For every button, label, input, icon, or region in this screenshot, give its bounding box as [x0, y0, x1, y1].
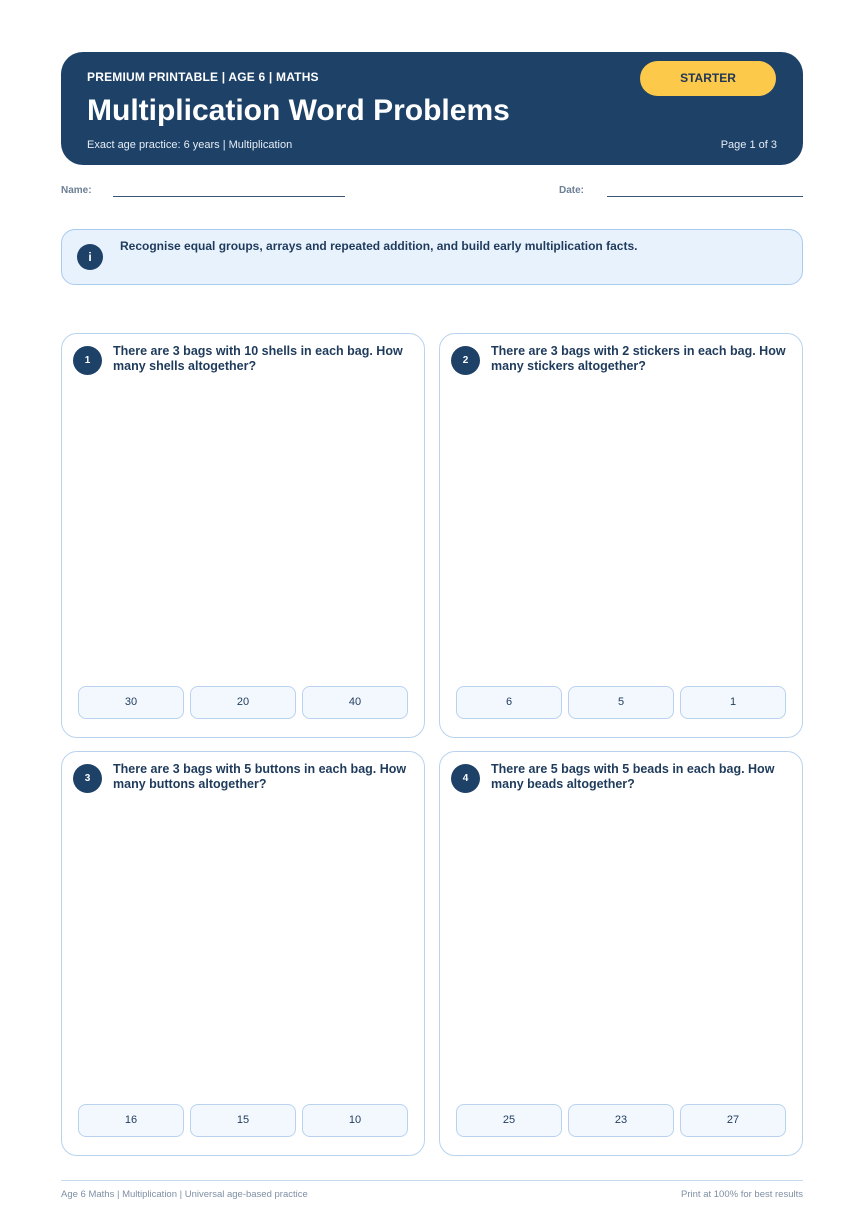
answer-option[interactable]: 25	[456, 1104, 562, 1137]
question-number-badge: 1	[73, 346, 102, 375]
level-badge: STARTER	[640, 61, 776, 96]
question-card-4	[439, 751, 803, 1156]
answer-option[interactable]: 23	[568, 1104, 674, 1137]
answer-option[interactable]: 15	[190, 1104, 296, 1137]
date-label: Date:	[559, 185, 585, 196]
info-icon: i	[77, 244, 103, 270]
question-text: There are 5 bags with 5 beads in each bag. How many beads altogether?	[491, 762, 775, 791]
worksheet-header	[61, 52, 803, 165]
footer-right-text: Print at 100% for best results	[681, 1189, 803, 1200]
answer-option[interactable]: 1	[680, 686, 786, 719]
answer-option[interactable]: 16	[78, 1104, 184, 1137]
page-title: Multiplication Word Problems	[87, 94, 510, 127]
footer-divider	[61, 1180, 803, 1181]
answer-option[interactable]: 20	[190, 686, 296, 719]
answer-option[interactable]: 6	[456, 686, 562, 719]
question-text: There are 3 bags with 2 stickers in each bag. How many stickers altogether?	[491, 344, 786, 373]
learning-objective-text: Recognise equal groups, arrays and repeated addition, and build early multiplication facts.	[120, 239, 638, 253]
header-subtitle: Exact age practice: 6 years | Multiplication	[87, 139, 293, 151]
answer-option[interactable]: 30	[78, 686, 184, 719]
answer-option[interactable]: 5	[568, 686, 674, 719]
header-eyebrow: PREMIUM PRINTABLE | AGE 6 | MATHS	[87, 70, 319, 84]
question-card-1	[61, 333, 425, 738]
question-number-badge: 4	[451, 764, 480, 793]
question-number-badge: 3	[73, 764, 102, 793]
name-field[interactable]	[113, 196, 345, 197]
answer-option[interactable]: 27	[680, 1104, 786, 1137]
answer-option[interactable]: 40	[302, 686, 408, 719]
question-card-2	[439, 333, 803, 738]
question-text: There are 3 bags with 10 shells in each bag. How many shells altogether?	[113, 344, 403, 373]
question-text: There are 3 bags with 5 buttons in each bag. How many buttons altogether?	[113, 762, 407, 791]
page-number: Page 1 of 3	[720, 139, 777, 151]
date-field[interactable]	[607, 196, 803, 197]
learning-objective-box	[61, 229, 803, 285]
question-number-badge: 2	[451, 346, 480, 375]
question-card-3	[61, 751, 425, 1156]
footer-left-text: Age 6 Maths | Multiplication | Universal age-based practice	[61, 1189, 308, 1200]
answer-option[interactable]: 10	[302, 1104, 408, 1137]
name-label: Name:	[61, 185, 92, 196]
